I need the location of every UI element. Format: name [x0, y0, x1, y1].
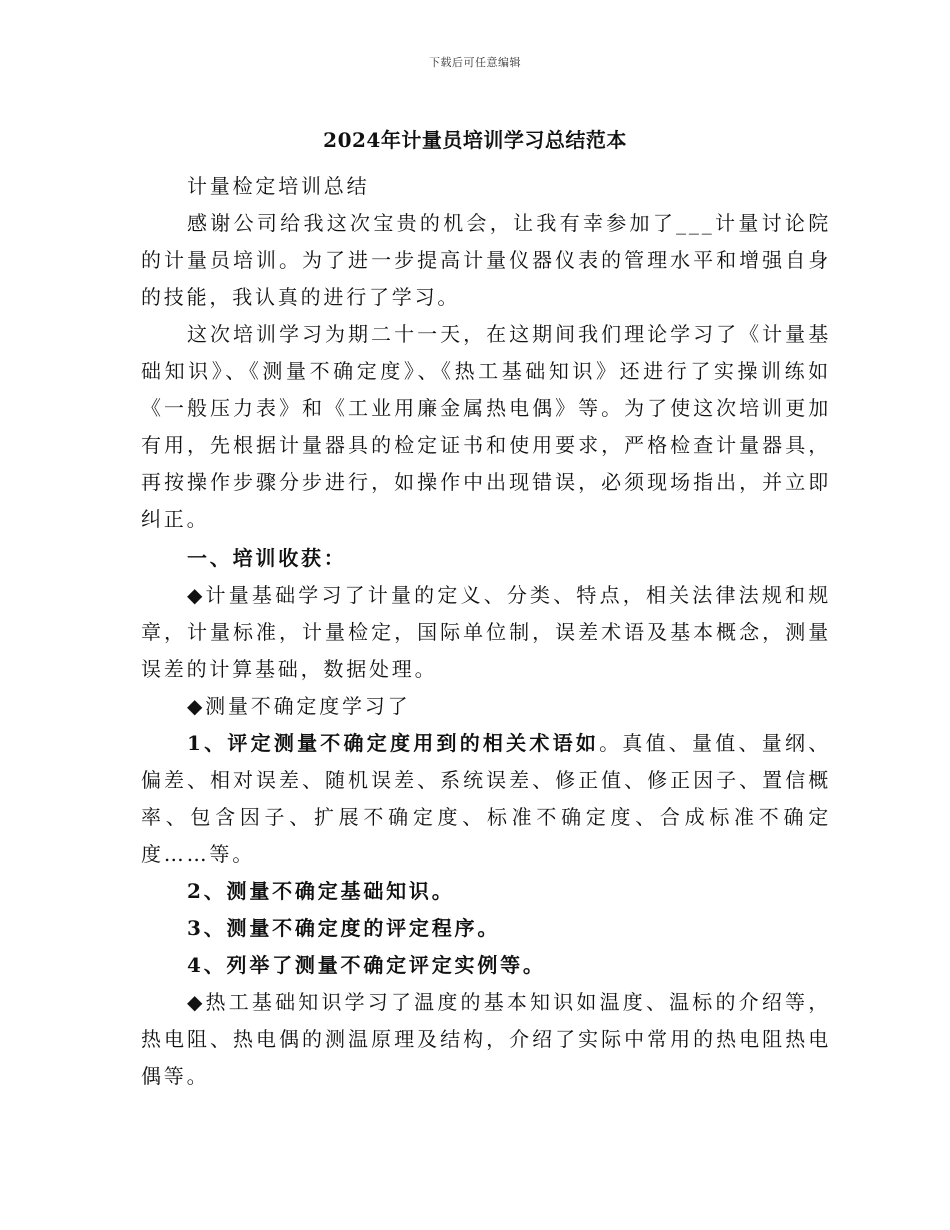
document-title: 2024年计量员培训学习总结范本 [323, 128, 627, 152]
paragraph-thermal-basics: ◆热工基础知识学习了温度的基本知识如温度、温标的介绍等，热电阻、热电偶的测温原理及结构，介绍了实际中常用的热电阻热电偶等。 [141, 990, 831, 1088]
section-subtitle: 计量检定培训总结 [187, 174, 370, 198]
paragraph-uncertainty-terms [141, 725, 831, 873]
page-header-note: 下载后可任意编辑 [429, 56, 521, 69]
paragraph-metrology-basics: ◆计量基础学习了计量的定义、分类、特点，相关法律法规和规章，计量标准，计量检定，国际单位制，误差术语及基本概念，测量误差的计算基础，数据处理。 [141, 583, 831, 681]
list-item-uncertainty-basics: 2、测量不确定基础知识。 [187, 879, 455, 903]
document-body [141, 168, 831, 1095]
paragraph-uncertainty-intro: ◆测量不确定度学习了 [187, 694, 411, 718]
heading-training-gains: 一、培训收获： [187, 546, 347, 570]
list-item-evaluation-procedure: 3、测量不确定度的评定程序。 [187, 916, 501, 940]
list-item-evaluation-examples: 4、列举了测量不确定评定实例等。 [187, 953, 546, 977]
uncertainty-terms-list: 。真值、量值、量纲、偏差、相对误差、随机误差、系统误差、修正值、修正因子、置信概率、包含因子、扩展不确定度、标准不确定度、合成标准不确定度……等。 [141, 731, 831, 866]
uncertainty-terms-lead: 1、评定测量不确定度用到的相关术语如 [187, 731, 600, 755]
paragraph-intro: 感谢公司给我这次宝贵的机会，让我有幸参加了___计量讨论院的计量员培训。为了进一步提高计量仪器仪表的管理水平和增强自身的技能，我认真的进行了学习。 [141, 211, 831, 309]
paragraph-training-period: 这次培训学习为期二十一天，在这期间我们理论学习了《计量基础知识》、《测量不确定度》、《热工基础知识》还进行了实操训练如《一般压力表》和《工业用廉金属热电偶》等。为了使这次培训更加有用，先根据计量器具的检定证书和使用要求，严格检查计量器具，再按操作步骤分步进行，如操作中出现错误，必须现场指出，并立即纠正。 [141, 322, 831, 531]
